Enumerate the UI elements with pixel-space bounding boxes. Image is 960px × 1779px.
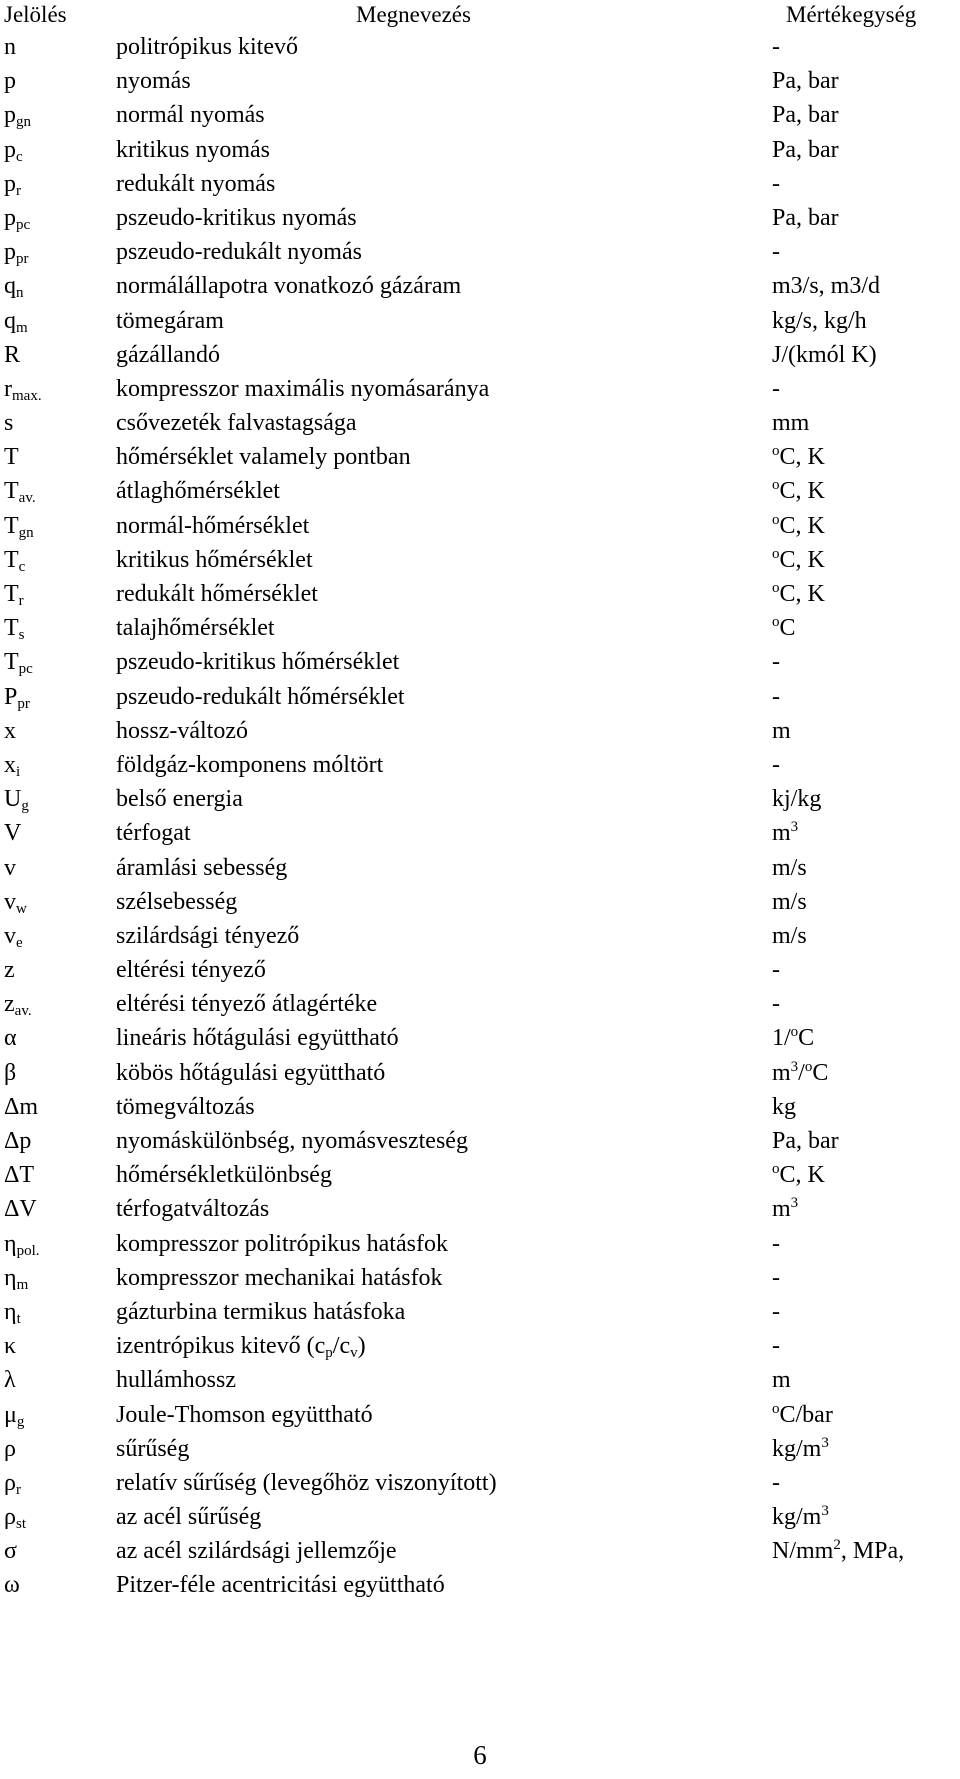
symbol-base: x [4,717,16,744]
table-row [0,1432,960,1466]
table-row [0,1090,960,1124]
symbol-base: P [4,683,18,710]
symbol-cell [4,816,21,850]
name-cell: térfogat [116,820,191,847]
unit-cell: - [772,649,780,676]
table-row [0,1021,960,1055]
unit-cell: Pa, bar [772,1128,839,1154]
symbol-cell [4,851,16,885]
table-row [0,1158,960,1192]
symbol-cell [4,987,32,1021]
table-row [0,714,960,748]
name-cell: kompresszor maximális nyomásaránya [116,375,490,402]
symbol-base: T [4,444,19,471]
name-cell: izentrópikus kitevő $(c_p/c_v)$ [116,1333,366,1362]
symbol-subscript: c [18,558,26,575]
table-row [0,1398,960,1432]
table-row [0,1056,960,1090]
unit-cell: - [772,751,780,778]
table-row [0,680,960,714]
symbol-cell [4,338,20,372]
name-cell: hőmérséklet valamely pontban [116,444,411,471]
unit-cell: $kg/m^3$ [772,1503,829,1531]
symbol-cell [4,269,24,303]
name-cell: Pitzer-féle acentricitási együttható [116,1572,445,1599]
symbol-cell [4,645,33,679]
unit-cell: Pa, bar [772,102,839,129]
symbol-base: λ [4,1367,16,1394]
name-cell: csővezeték falvastagsága [116,410,357,437]
unit-cell: - [772,957,780,984]
name-cell: pszeudo-kritikus nyomás [116,204,357,231]
unit-cell: $^o$C, K [772,511,825,539]
name-cell: kritikus hőmérséklet [116,546,313,573]
unit-cell: $^o$C, K [772,1161,825,1189]
unit-cell: $^o$C/bar [772,1400,833,1428]
symbol-base: T [4,649,19,676]
symbol-cell [4,1329,16,1363]
symbol-base: ΔV [4,1196,37,1223]
symbol-cell [4,885,27,919]
symbol-subscript: st [15,1516,26,1533]
table-row [0,953,960,987]
table-row [0,611,960,645]
table-row [0,98,960,132]
name-cell: pszeudo-redukált nyomás [116,239,362,266]
unit-cell: Pa, bar [772,204,839,231]
symbol-subscript: m [16,1276,29,1293]
symbol-subscript: t [16,1310,21,1327]
symbol-cell [4,1192,37,1226]
name-cell: földgáz-komponens móltört [116,751,384,778]
unit-cell: kg [772,1093,796,1120]
table-row [0,1363,960,1397]
name-cell: tömegáram [116,307,224,334]
symbol-base: T [4,615,19,642]
symbol-base: T [4,546,19,573]
symbol-base: β [4,1059,17,1086]
symbol-subscript: i [16,763,21,780]
symbol-cell [4,30,16,64]
symbol-cell [4,1432,16,1466]
name-cell: szélsebesség [116,888,238,915]
symbol-base: U [4,786,22,813]
name-cell: lineáris hőtágulási együttható [116,1025,399,1052]
symbol-cell [4,201,30,235]
name-cell: hőmérsékletkülönbség [116,1162,332,1189]
symbol-cell [4,577,24,611]
unit-cell: - [772,375,780,402]
unit-cell: $^o$C [772,614,796,642]
unit-cell: m/s [772,922,807,949]
table-row [0,440,960,474]
symbol-cell [4,440,19,474]
symbol-cell [4,1056,16,1090]
table-row [0,1261,960,1295]
name-cell: kritikus nyomás [116,136,270,163]
symbol-base: s [4,410,14,437]
table-row [0,748,960,782]
page-number: 6 [473,1740,487,1770]
unit-cell: m [772,717,791,744]
table-row [0,816,960,850]
symbol-base: R [4,341,21,368]
table-row [0,987,960,1021]
symbol-subscript: pc [16,216,31,233]
unit-cell: m [772,1367,791,1394]
name-cell: tömegváltozás [116,1093,255,1120]
symbol-cell [4,167,21,201]
symbol-subscript: gn [18,524,34,541]
symbol-subscript: r [15,1481,21,1498]
symbol-cell [4,1466,21,1500]
header-symbol: Jelölés [4,2,67,27]
name-cell: redukált hőmérséklet [116,581,318,607]
symbol-base: v [4,922,16,949]
symbol-base: n [4,34,16,60]
name-cell: az acél szilárdsági jellemzője [116,1538,397,1565]
name-cell: normálállapotra vonatkozó gázáram [116,273,462,300]
symbol-subscript: max. [12,387,42,404]
symbol-base: ρ [4,1469,16,1496]
header-unit: Mértékegység [786,2,917,27]
symbol-table [0,30,960,1603]
unit-cell: m/s [772,854,807,881]
symbol-base: z [4,957,15,984]
unit-cell: - [772,170,780,197]
symbol-subscript: pr [17,695,30,712]
table-row [0,577,960,611]
symbol-base: T [4,512,19,539]
symbol-cell [4,1534,17,1568]
name-cell: az acél sűrűség [116,1504,262,1531]
symbol-subscript: n [16,285,24,302]
name-cell: szilárdsági tényező [116,922,300,949]
symbol-cell [4,611,25,645]
name-cell: eltérési tényező átlagértéke [116,991,378,1018]
table-row [0,1124,960,1158]
unit-cell: - [772,1264,780,1291]
unit-cell: $^o$C, K [772,477,825,505]
name-cell: normál nyomás [116,102,265,129]
name-cell: átlaghőmérséklet [116,478,280,505]
unit-cell: - [772,239,780,266]
unit-cell: J/(kmól K) [772,341,877,368]
symbol-base: v [4,854,16,881]
symbol-cell [4,1090,38,1124]
unit-cell: $kg/m^3$ [772,1434,829,1462]
symbol-subscript: c [16,148,23,165]
symbol-subscript: av. [14,1003,32,1020]
unit-cell: $m^3$ [772,819,799,847]
unit-cell: $^o$C, K [772,545,825,573]
symbol-base: V [4,820,22,847]
unit-cell: - [772,1230,780,1257]
symbol-subscript: g [21,798,29,815]
symbol-base: σ [4,1538,17,1565]
table-row [0,201,960,235]
symbol-base: ρ [4,1435,16,1462]
unit-cell: $m^3/^oC$ [772,1058,829,1086]
symbol-cell [4,372,42,406]
symbol-base: p [4,204,16,231]
symbol-base: κ [4,1333,17,1360]
symbol-cell [4,509,34,543]
symbol-subscript: pr [16,251,29,268]
unit-cell: $^o$C, K [772,580,825,607]
symbol-base: η [4,1230,17,1257]
unit-cell: kj/kg [772,786,822,813]
name-cell: hullámhossz [116,1367,236,1394]
unit-cell: - [772,1333,780,1360]
symbol-base: p [4,136,16,163]
symbol-subscript: m [16,319,28,336]
symbol-base: x [4,751,16,778]
symbol-cell [4,748,20,782]
table-row [0,1295,960,1329]
unit-cell: $m^3$ [772,1195,799,1223]
name-cell: nyomáskülönbség, nyomásveszteség [116,1128,468,1154]
symbol-cell [4,1363,16,1397]
name-cell: redukált nyomás [116,170,276,197]
symbol-subscript: r [18,593,24,609]
symbol-base: q [4,273,16,300]
table-row [0,1192,960,1226]
table-row [0,338,960,372]
symbol-base: p [4,68,16,95]
symbol-cell [4,953,15,987]
header-name: Megnevezés [356,2,471,27]
symbol-base: ω [4,1572,20,1599]
unit-cell: $N/mm^2$, MPa, [772,1537,905,1565]
name-cell: belső energia [116,786,243,813]
table-row [0,1534,960,1568]
symbol-cell [4,1500,26,1534]
symbol-subscript: e [16,934,23,951]
symbol-base: α [4,1025,17,1052]
table-row [0,1227,960,1261]
name-cell: normál-hőmérséklet [116,512,310,539]
name-cell: kompresszor politrópikus hatásfok [116,1230,448,1257]
symbol-cell [4,1021,17,1055]
name-cell: nyomás [116,68,191,95]
table-row [0,509,960,543]
symbol-cell [4,1227,39,1261]
name-cell: gázturbina termikus hatásfoka [116,1298,406,1325]
table-row [0,645,960,679]
unit-cell: - [772,991,780,1018]
symbol-base: p [4,239,16,266]
symbol-base: q [4,307,16,334]
symbol-base: Δm [4,1093,39,1120]
name-cell: pszeudo-kritikus hőmérséklet [116,649,400,676]
name-cell: Joule-Thomson együttható [116,1401,373,1428]
symbol-subscript: r [16,182,21,199]
symbol-cell [4,680,30,714]
symbol-base: z [4,991,15,1018]
symbol-cell [4,235,29,269]
symbol-subscript: gn [16,114,31,131]
table-row [0,919,960,953]
symbol-base: Δp [4,1128,32,1154]
symbol-subscript: av. [18,490,36,507]
symbol-cell [4,1568,20,1602]
symbol-cell [4,133,23,167]
symbol-subscript: pc [18,661,33,678]
symbol-subscript: g [16,1413,25,1430]
symbol-base: p [4,102,16,129]
unit-cell: m/s [772,888,807,915]
symbol-base: η [4,1298,17,1325]
unit-cell: - [772,1298,780,1325]
symbol-base: η [4,1264,17,1291]
name-cell: sűrűség [116,1435,190,1462]
unit-cell: - [772,1469,780,1496]
table-row [0,133,960,167]
table-row [0,782,960,816]
table-row [0,30,960,64]
name-cell: politrópikus kitevő [116,34,298,60]
table-row [0,235,960,269]
symbol-subscript: s [18,627,25,644]
symbol-base: μ [4,1401,17,1428]
table-row [0,1466,960,1500]
symbol-cell [4,304,28,338]
name-cell: hossz-változó [116,717,248,744]
symbol-subscript: pol. [16,1242,40,1259]
name-cell: talajhőmérséklet [116,615,275,642]
name-cell: térfogatváltozás [116,1196,270,1223]
name-cell: köbös hőtágulási együttható [116,1059,386,1086]
symbol-cell [4,714,16,748]
table-row [0,304,960,338]
table-row [0,269,960,303]
symbol-cell [4,1158,34,1192]
table-row [0,167,960,201]
table-row [0,851,960,885]
symbol-cell [4,1261,28,1295]
unit-cell: - [772,34,780,60]
unit-cell: Pa, bar [772,68,839,95]
unit-cell: mm [772,410,810,437]
unit-cell: m3/s, m3/d [772,273,881,300]
table-row [0,64,960,98]
symbol-cell [4,1398,24,1432]
name-cell: pszeudo-redukált hőmérséklet [116,683,405,710]
unit-cell: - [772,683,780,710]
unit-cell: 1/$^o$C [772,1024,815,1052]
symbol-cell [4,782,29,816]
unit-cell: kg/s, kg/h [772,307,867,334]
symbol-base: T [4,478,19,505]
table-row [0,885,960,919]
symbol-base: ΔT [4,1162,35,1189]
name-cell: kompresszor mechanikai hatásfok [116,1264,443,1291]
symbol-cell [4,919,23,953]
symbol-base: T [4,581,19,607]
name-cell: gázállandó [116,341,220,368]
symbol-base: r [4,375,12,402]
symbol-base: ρ [4,1504,16,1531]
symbol-cell [4,98,31,132]
symbol-cell [4,64,16,98]
table-row [0,543,960,577]
symbol-cell [4,406,13,440]
name-cell: relatív sűrűség (levegőhöz viszonyított) [116,1469,497,1496]
unit-cell: $^o$C, K [772,443,825,471]
table-row [0,406,960,440]
name-cell: eltérési tényező [116,957,266,984]
table-row [0,372,960,406]
symbol-cell [4,1295,21,1329]
symbol-base: v [4,888,16,915]
name-cell: áramlási sebesség [116,854,288,881]
unit-cell: Pa, bar [772,136,839,163]
symbol-cell [4,1124,31,1158]
symbol-base: p [4,170,16,197]
symbol-cell [4,543,25,577]
table-row [0,1568,960,1602]
table-row [0,1500,960,1534]
symbol-subscript: w [16,900,27,917]
table-row [0,474,960,508]
table-row [0,1329,960,1363]
symbol-cell [4,474,36,508]
